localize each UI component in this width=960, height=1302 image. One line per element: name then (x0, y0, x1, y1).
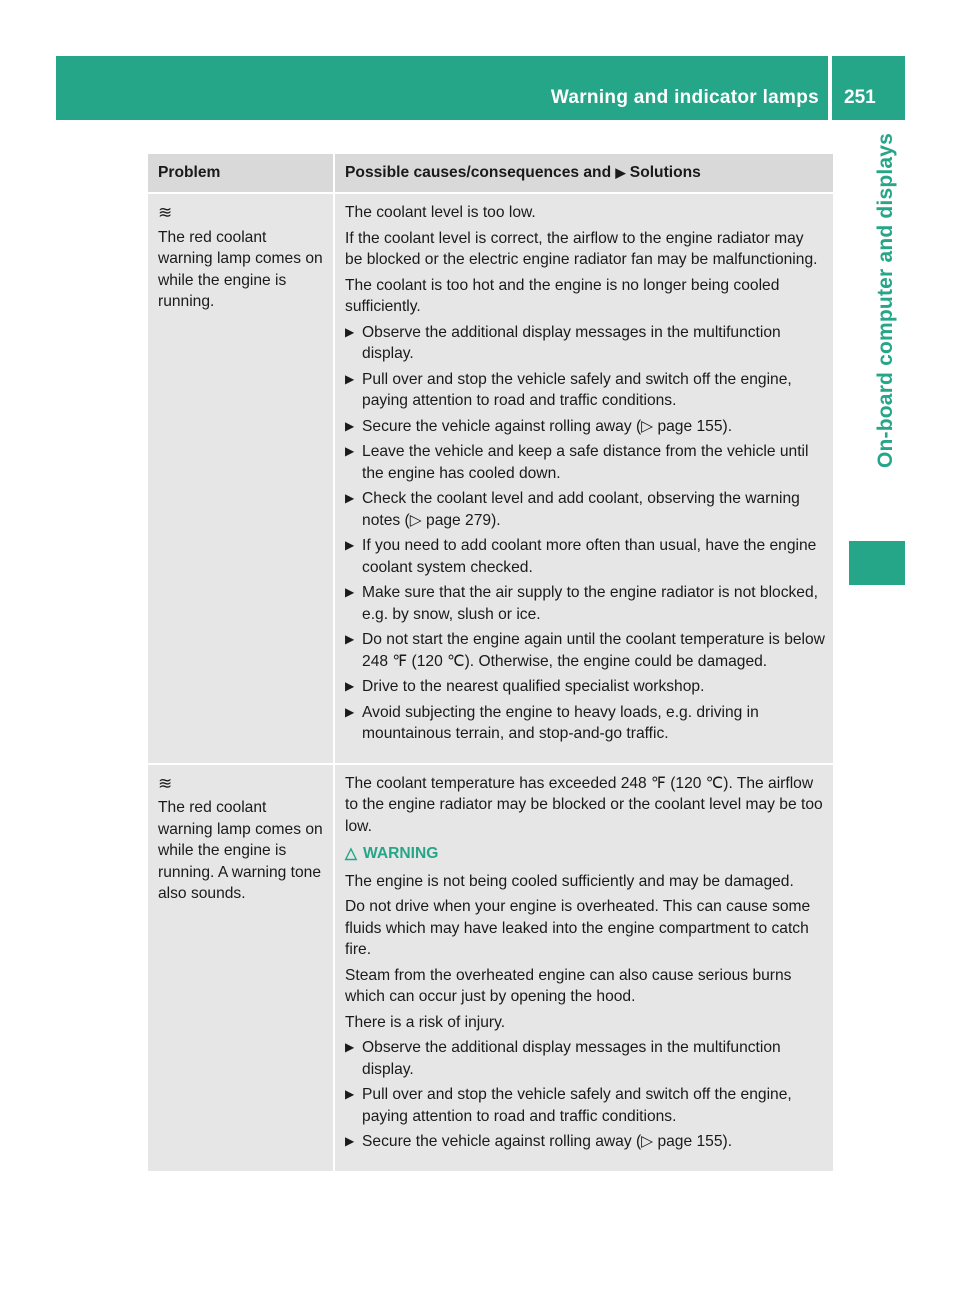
step-arrow-icon: ▶ (345, 418, 355, 433)
section-title: Warning and indicator lamps (550, 87, 819, 108)
warning-text: Do not drive when your engine is overheated. This can cause some fluids which may have leaked into the engine compartment to catch fire. (345, 898, 811, 958)
instruction-step: ▶ Secure the vehicle against rolling away (▷ page 155). (345, 1131, 825, 1153)
instruction-step: ▶ Check the coolant level and add coolant, observing the warning notes (▷ page 279). (345, 490, 800, 529)
step-arrow-icon: ▶ (345, 1087, 355, 1101)
chapter-tab-label: On-board computer and displays (874, 132, 897, 468)
step-arrow-icon: ▶ (345, 632, 355, 646)
instruction-step: ▶ Pull over and stop the vehicle safely and switch off the engine, paying attention to road and traffic conditions. (345, 1086, 792, 1125)
cause-text: If the coolant level is correct, the airflow to the engine radiator may be blocked or the electric engine radiator fan may be malfunctioning. (345, 229, 818, 268)
instruction-step: ▶ Do not start the engine again until the coolant temperature is below 248 ℉ (120 ℃). Otherwise, the engine could be damaged. (345, 631, 825, 670)
play-arrow-icon: ▶ (615, 165, 626, 181)
step-arrow-icon: ▶ (345, 1134, 355, 1148)
step-arrow-icon: ▶ (345, 585, 355, 599)
column-header-solutions-prefix: Possible causes/consequences and (345, 164, 612, 182)
solutions-cell (334, 764, 833, 1171)
instruction-step: ▶ Observe the additional display messages in the multifunction display. (345, 323, 781, 362)
solutions-cell (334, 193, 833, 764)
instruction-step: ▶ Avoid subjecting the engine to heavy loads, e.g. driving in mountainous terrain, and stop-and-go traffic. (345, 703, 759, 742)
problem-cell (148, 193, 334, 764)
instruction-step: ▶ If you need to add coolant more often than usual, have the engine coolant system checked. (345, 537, 817, 576)
column-header-solutions (334, 154, 833, 193)
cause-text: The coolant temperature has exceeded 248 ℉ (120 ℃). The airflow to the engine radiator may be blocked or the coolant level may be too low. (345, 774, 823, 835)
column-header-problem: Problem (148, 154, 334, 193)
warning-label: WARNING (363, 845, 439, 862)
step-arrow-icon: ▶ (345, 491, 355, 505)
table-row (148, 764, 833, 1171)
chapter-tab-marker (849, 541, 905, 585)
page-number: 251 (844, 87, 876, 108)
step-arrow-icon: ▶ (345, 538, 355, 552)
instruction-step: ▶ Leave the vehicle and keep a safe distance from the vehicle until the engine has cooled down. (345, 443, 809, 482)
step-arrow-icon: ▶ (345, 324, 355, 339)
cause-text: The coolant level is too low. (345, 204, 536, 221)
problem-text: The red coolant warning lamp comes on while the engine is running. (158, 228, 323, 310)
instruction-step: ▶ Pull over and stop the vehicle safely and switch off the engine, paying attention to road and traffic conditions. (345, 370, 792, 409)
warning-lamps-table (148, 154, 833, 1171)
warning-triangle-icon: △ (345, 845, 358, 862)
step-arrow-icon: ▶ (345, 444, 355, 458)
table-header-row (148, 154, 833, 193)
warning-text: Steam from the overheated engine can also cause serious burns which can occur just by opening the hood. (345, 966, 792, 1005)
coolant-warning-lamp-icon: ≋ (158, 773, 173, 793)
warning-text: There is a risk of injury. (345, 1013, 506, 1031)
warning-text: The engine is not being cooled sufficiently and may be damaged. (345, 872, 794, 890)
column-header-solutions-suffix: Solutions (629, 164, 701, 182)
coolant-warning-lamp-icon: ≋ (158, 203, 173, 222)
step-arrow-icon: ▶ (345, 1040, 355, 1054)
problem-text: The red coolant warning lamp comes on while the engine is running. A warning tone also sounds. (158, 799, 323, 902)
table-row (148, 193, 833, 764)
step-arrow-icon: ▶ (345, 371, 355, 386)
instruction-step: ▶ Make sure that the air supply to the engine radiator is not blocked, e.g. by snow, slush or ice. (345, 584, 818, 623)
cause-text: The coolant is too hot and the engine is no longer being cooled sufficiently. (345, 276, 780, 315)
header-bar (56, 56, 905, 120)
instruction-step: ▶ Observe the additional display messages in the multifunction display. (345, 1039, 781, 1078)
instruction-step: ▶ Secure the vehicle against rolling away (▷ page 155). (345, 416, 825, 438)
instruction-step: ▶ Drive to the nearest qualified specialist workshop. (345, 676, 825, 698)
header-divider (828, 56, 832, 120)
step-arrow-icon: ▶ (345, 679, 355, 693)
problem-cell (148, 764, 334, 1171)
step-arrow-icon: ▶ (345, 704, 355, 719)
warning-heading (345, 843, 825, 865)
